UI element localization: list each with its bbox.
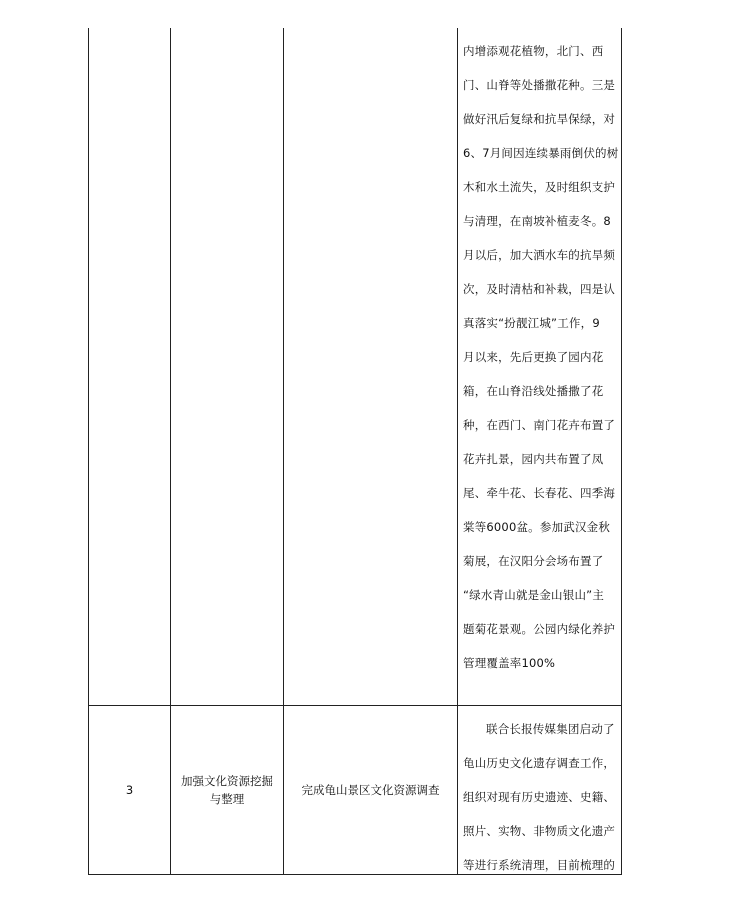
text-line: 次，及时清枯和补栽，四是认 bbox=[463, 282, 616, 296]
goal-cell bbox=[284, 706, 457, 874]
text-line: “绿水青山就是金山银山”主 bbox=[463, 588, 605, 602]
row-number-text: 3 bbox=[125, 783, 134, 797]
text-line: 与清理，在南坡补植麦冬。8 bbox=[463, 214, 611, 228]
text-line: 月以后，加大洒水车的抗旱频 bbox=[463, 248, 616, 262]
text-line: 内增添观花植物，北门、西 bbox=[463, 44, 604, 58]
text-line: 真落实“扮靓江城”工作，9 bbox=[463, 316, 600, 330]
goal-text: 完成龟山景区文化资源调查 bbox=[301, 783, 440, 797]
text-line: 箱，在山脊沿线处播撒了花 bbox=[463, 384, 604, 398]
text-line: 联合长报传媒集团启动了 bbox=[486, 722, 615, 736]
text-line: 菊展，在汉阳分会场布置了 bbox=[463, 554, 604, 568]
text-line: 等进行系统清理，目前梳理的 bbox=[463, 858, 616, 872]
text-line: 尾、牵牛花、长春花、四季海 bbox=[463, 486, 616, 500]
text-line: 木和水土流失，及时组织支护 bbox=[463, 180, 616, 194]
table-divider-col3 bbox=[457, 28, 458, 875]
text-line: 花卉扎景，园内共布置了凤 bbox=[463, 452, 604, 466]
progress-text-continued bbox=[463, 34, 617, 680]
task-cell bbox=[171, 706, 283, 874]
text-line: 6、7月间因连续暴雨倒伏的树 bbox=[463, 146, 619, 160]
text-line: 组织对现有历史遗迹、史籍、 bbox=[463, 790, 616, 804]
progress-text-row3 bbox=[463, 712, 617, 882]
table-border-right bbox=[621, 28, 622, 875]
text-line: 管理覆盖率100% bbox=[463, 656, 556, 670]
text-line: 龟山历史文化遗存调查工作， bbox=[463, 756, 616, 770]
text-line: 月以来，先后更换了园内花 bbox=[463, 350, 604, 364]
task-line: 加强文化资源挖掘 bbox=[181, 774, 273, 788]
text-line: 做好汛后复绿和抗旱保绿，对 bbox=[463, 112, 616, 126]
text-line: 种，在西门、南门花卉布置了 bbox=[463, 418, 616, 432]
task-line: 与整理 bbox=[209, 792, 245, 806]
text-line: 门、山脊等处播撒花种。三是 bbox=[463, 78, 616, 92]
text-line: 照片、实物、非物质文化遗产 bbox=[463, 824, 616, 838]
text-line: 棠等6000盆。参加武汉金秋 bbox=[463, 520, 611, 534]
row-number bbox=[89, 706, 170, 874]
text-line: 题菊花景观。公园内绿化养护 bbox=[463, 622, 616, 636]
